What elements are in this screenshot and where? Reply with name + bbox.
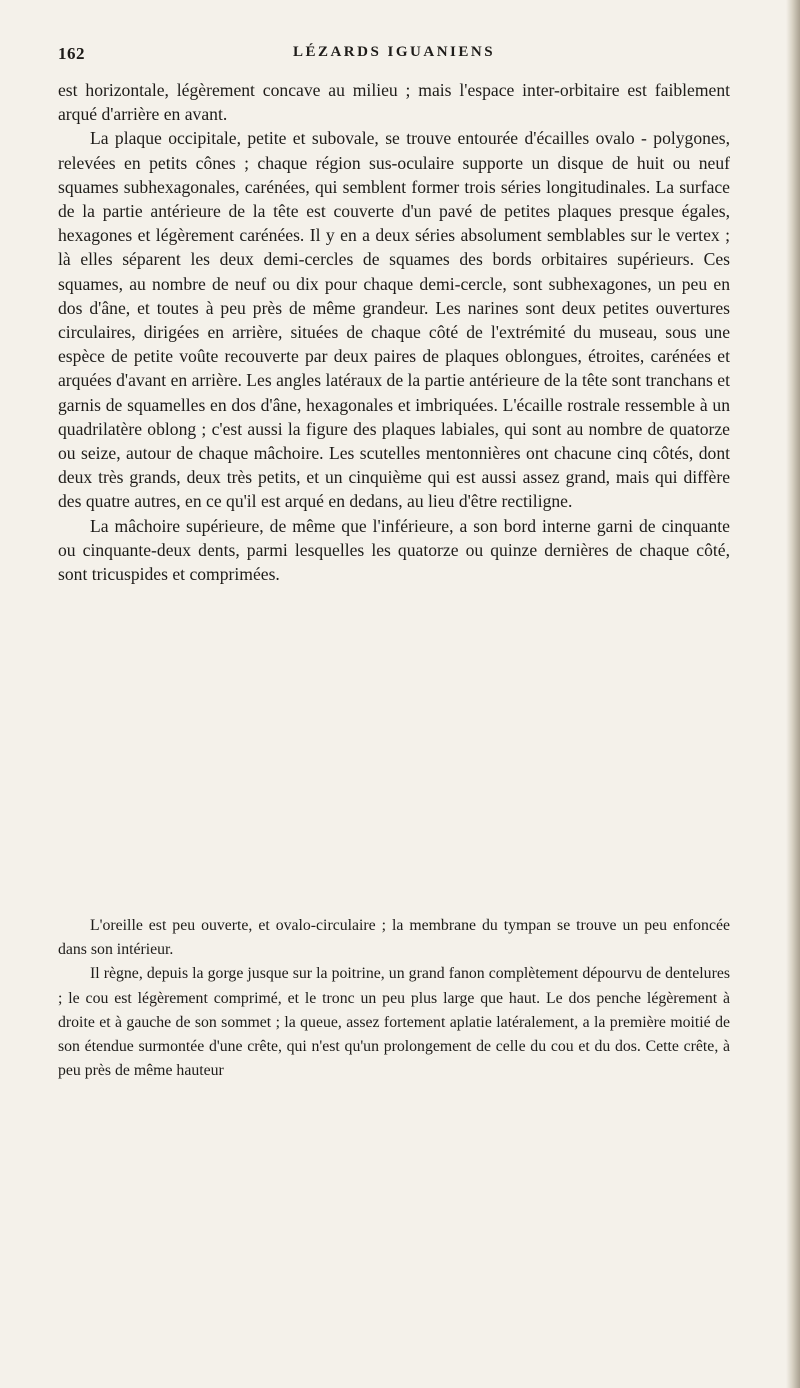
paragraph: La mâchoire supérieure, de même que l'inférieure, a son bord interne garni de cinquante ou cinquante-deux dents, parmi lesquelles les quatorze ou quinze dernières de chaque côté, sont tricuspides et comprimées. [58, 515, 730, 585]
paragraph: L'oreille est peu ouverte, et ovalo-circulaire ; la membrane du tympan se trouve un peu enfoncée dans son intérieur. [58, 917, 730, 959]
paragraph: Il règne, depuis la gorge jusque sur la poitrine, un grand fanon complètement dépourvu de dentelures ; le cou est légèrement comprimé, et le tronc un peu plus large que haut. Le dos penche légèrement à droite et à gauche de son sommet ; la queue, assez fortement aplatie latéralement, a la première moitié de son étendue surmontée d'une crête, qui n'est qu'un prolongement de celle du cou et du dos. Cette crête, à peu près de même hauteur [58, 965, 730, 1080]
paragraph: La plaque occipitale, petite et subovale, se trouve entourée d'écailles ovalo - polygones, relevées en petits cônes ; chaque région sus-oculaire supporte un disque de huit ou neuf squames subhexagonales, carénées, qui semblent former trois séries longitudinales. La surface de la partie antérieure de la tête est couverte d'un pavé de petites plaques presque égales, hexagones et légèrement carénées. Il y en a deux séries absolument semblables sur le vertex ; là elles séparent les deux demi-cercles de squames des bords orbitaires supérieurs. Ces squames, au nombre de neuf ou dix pour chaque demi-cercle, sont subhexagones, un peu en dos d'âne, et toutes à peu près de même grandeur. Les narines sont deux petites ouvertures circulaires, dirigées en arrière, situées de chaque côté de l'extrémité du museau, sous une espèce de petite voûte recouverte par deux paires de plaques oblongues, étroites, carénées et arquées d'avant en arrière. Les angles latéraux de la partie antérieure de la tête sont tranchans et garnis de squamelles en dos d'âne, hexagonales et imbriquées. L'écaille rostrale ressemble à un quadrilatère oblong ; c'est aussi la figure des plaques labiales, qui sont au nombre de quatorze ou seize, autour de chaque mâchoire. Les scutelles mentonnières ont chacune cinq côtés, dont deux très grands, deux très petits, et un cinquième qui est aussi assez grand, mais qui diffère des quatre autres, en ce qu'il est arqué en dedans, au lieu d'être rectiligne. [58, 128, 730, 512]
page-edge-shadow [786, 0, 800, 1388]
running-head: LÉZARDS IGUANIENS [292, 44, 496, 60]
paragraph: est horizontale, légèrement concave au milieu ; mais l'espace inter-orbitaire est faiblement arqué d'arrière en avant. [58, 80, 730, 125]
page-header [58, 44, 730, 68]
main-text [58, 78, 730, 586]
lower-text [58, 914, 730, 1083]
page-number: 162 [58, 44, 85, 63]
